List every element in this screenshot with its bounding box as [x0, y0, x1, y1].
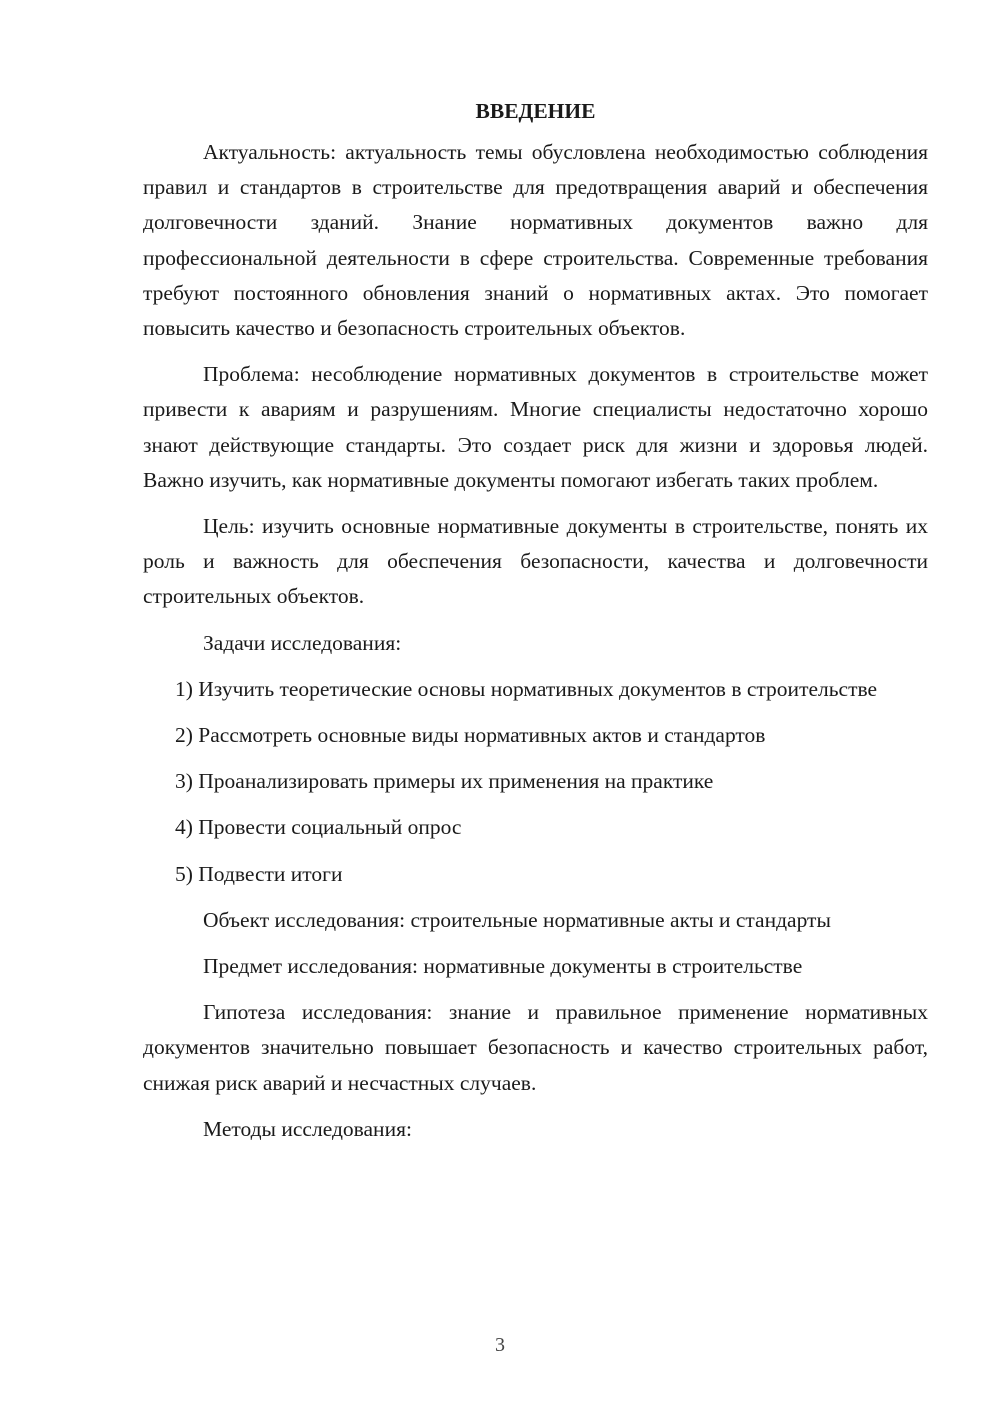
- page-number: 3: [495, 1334, 505, 1356]
- page-title: ВВЕДЕНИЕ: [475, 99, 596, 123]
- list-item: 1) Изучить теоретические основы нормативных документов в строительстве: [175, 676, 878, 701]
- paragraph-relevance: Актуальность: актуальность темы обусловлена необходимостью соблюдения правил и стандартов в строительстве для предотвращения аварий и обеспечения долговечности зданий. Знание нормативных документов важно для профессиональной деятельности в сфере строительства. Современные требования требуют постоянного обновления знаний о нормативных актах. Это помогает повысить качество и безопасность строительных объектов.: [143, 140, 928, 341]
- paragraph-hypothesis: Гипотеза исследования: знание и правильное применение нормативных документов значительно повышает безопасность и качество строительных работ, снижая риск аварий и несчастных случаев.: [143, 1000, 928, 1095]
- list-item: 5) Подвести итоги: [175, 861, 343, 886]
- tasks-list: [143, 672, 928, 892]
- list-item: 2) Рассмотреть основные виды нормативных актов и стандартов: [175, 723, 766, 748]
- tasks-heading: Задачи исследования:: [203, 630, 402, 655]
- list-item: 3) Проанализировать примеры их применения на практике: [175, 769, 714, 794]
- paragraph-subject: Предмет исследования: нормативные документы в строительстве: [203, 954, 803, 979]
- paragraph-goal: Цель: изучить основные нормативные документы в строительстве, понять их роль и важность для обеспечения безопасности, качества и долговечности строительных объектов.: [143, 514, 928, 609]
- document-page: [143, 92, 928, 1158]
- list-item: 4) Провести социальный опрос: [175, 815, 462, 840]
- paragraph-problem: Проблема: несоблюдение нормативных документов в строительстве может привести к авариям и разрушениям. Многие специалисты недостаточно хорошо знают действующие стандарты. Это создает риск для жизни и здоровья людей. Важно изучить, как нормативные документы помогают избегать таких проблем.: [143, 362, 928, 492]
- paragraph-methods: Методы исследования:: [203, 1116, 412, 1141]
- paragraph-object: Объект исследования: строительные нормативные акты и стандарты: [203, 907, 831, 932]
